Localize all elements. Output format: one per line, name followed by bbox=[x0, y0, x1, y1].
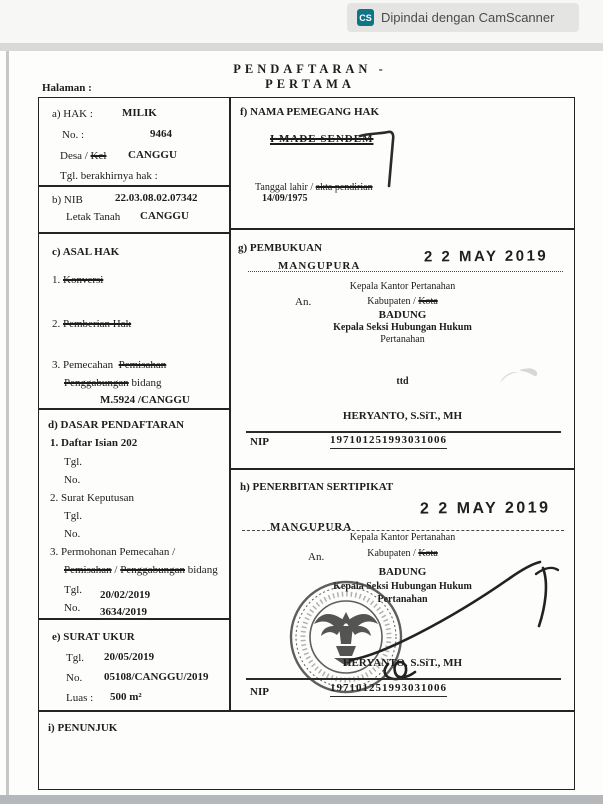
section-d-heading: d) DASAR PENDAFTARAN bbox=[48, 419, 185, 431]
h-nip-value: 197101251993031006 bbox=[330, 682, 447, 697]
nip-overline bbox=[246, 431, 561, 433]
section-a-heading: a) HAK : bbox=[52, 108, 93, 120]
asal-item-3-line1: 3. Pemecahan Pemisahan bbox=[52, 359, 167, 371]
desa-value: CANGGU bbox=[128, 149, 177, 161]
g-kabupaten: Kabupaten / Kota bbox=[367, 296, 438, 307]
letak-value: CANGGU bbox=[140, 210, 189, 222]
h-kabupaten: Kabupaten / Kota bbox=[367, 548, 438, 559]
g-office2: Kepala Seksi Hubungan Hukum bbox=[333, 322, 472, 333]
halaman-label: Halaman : bbox=[42, 82, 92, 94]
dasar-item-1: 1. Daftar Isian 202 bbox=[50, 437, 138, 449]
letak-label: Letak Tanah bbox=[66, 211, 121, 223]
su-tgl-label: Tgl. bbox=[66, 652, 85, 664]
g-regency: BADUNG bbox=[378, 309, 427, 321]
g-city: MANGUPURA bbox=[278, 260, 361, 272]
row-divider bbox=[38, 710, 575, 712]
asal-item-1: 1. Konversi bbox=[52, 274, 104, 286]
camscanner-label: Dipindai dengan CamScanner bbox=[381, 10, 555, 25]
birth-label: Tanggal lahir / akta pendirian bbox=[255, 182, 373, 193]
row-divider bbox=[38, 408, 230, 410]
nip-overline bbox=[246, 678, 561, 680]
h-city: MANGUPURA bbox=[270, 521, 353, 533]
divider bbox=[0, 43, 603, 51]
h-date-stamp: 2 2 MAY 2019 bbox=[419, 499, 551, 518]
desa-label: Desa / Kel bbox=[60, 150, 107, 162]
dasar-item-2: 2. Surat Keputusan bbox=[50, 492, 135, 504]
no-value-3: 3634/2019 bbox=[100, 606, 148, 618]
page-title: PENDAFTARAN - PERTAMA bbox=[233, 62, 387, 91]
tgl-label-3: Tgl. bbox=[64, 584, 83, 596]
section-h-heading: h) PENERBITAN SERTIPIKAT bbox=[240, 481, 394, 493]
g-ttd: ttd bbox=[396, 376, 409, 387]
row-divider bbox=[229, 468, 575, 470]
tgl-berakhir-label: Tgl. berakhirnya hak : bbox=[60, 170, 158, 182]
no-label-1: No. bbox=[64, 474, 81, 486]
holder-name: I MADE SENDEM bbox=[270, 133, 374, 145]
row-divider bbox=[229, 228, 575, 230]
su-luas-label: Luas : bbox=[66, 692, 94, 704]
scan-edge-left bbox=[6, 51, 9, 796]
nib-value: 22.03.08.02.07342 bbox=[115, 192, 198, 204]
no-label: No. : bbox=[62, 129, 84, 141]
tgl-value-3: 20/02/2019 bbox=[100, 589, 151, 601]
section-g-heading: g) PEMBUKUAN bbox=[238, 242, 323, 254]
h-office1: Kepala Kantor Pertanahan bbox=[349, 532, 456, 543]
h-signer-name: HERYANTO, S.SiT., MH bbox=[342, 657, 463, 669]
h-office2: Kepala Seksi Hubungan Hukum bbox=[333, 581, 472, 592]
row-divider bbox=[38, 185, 230, 187]
g-office3: Pertanahan bbox=[380, 334, 425, 345]
tgl-label-2: Tgl. bbox=[64, 510, 83, 522]
g-nip-label: NIP bbox=[250, 436, 269, 448]
su-luas-value: 500 m² bbox=[110, 691, 142, 703]
h-nip-label: NIP bbox=[250, 686, 269, 698]
no-label-3: No. bbox=[64, 602, 81, 614]
h-office3: Pertanahan bbox=[377, 594, 428, 605]
h-regency: BADUNG bbox=[378, 566, 427, 578]
asal-hak-value: M.5924 /CANGGU bbox=[100, 394, 190, 406]
section-i-heading: i) PENUNJUK bbox=[48, 722, 118, 734]
camscanner-icon: CS bbox=[357, 9, 374, 26]
g-nip-value: 197101251993031006 bbox=[330, 434, 447, 449]
su-tgl-value: 20/05/2019 bbox=[104, 651, 155, 663]
dasar-item-3-line2: Pemisahan / Penggabungan bidang bbox=[64, 564, 218, 576]
no-label-2: No. bbox=[64, 528, 81, 540]
asal-item-3-line2: Penggabungan bidang bbox=[64, 377, 162, 389]
hak-value: MILIK bbox=[122, 107, 157, 119]
section-c-heading: c) ASAL HAK bbox=[52, 246, 120, 258]
camscanner-badge bbox=[347, 3, 579, 32]
scan-edge-bottom bbox=[0, 795, 603, 804]
asal-item-2: 2. Pemberian Hak bbox=[52, 318, 132, 330]
su-no-value: 05108/CANGGU/2019 bbox=[104, 671, 209, 683]
bleed-through-mark: ⌒﹅ bbox=[498, 358, 545, 399]
h-an: An. bbox=[308, 551, 325, 563]
g-date-stamp: 2 2 MAY 2019 bbox=[423, 247, 549, 266]
section-e-heading: e) SURAT UKUR bbox=[52, 631, 135, 643]
no-value: 9464 bbox=[150, 128, 172, 140]
birth-value: 14/09/1975 bbox=[262, 193, 308, 204]
dasar-item-3-line1: 3. Permohonan Pemecahan / bbox=[50, 546, 176, 558]
tgl-label-1: Tgl. bbox=[64, 456, 83, 468]
g-office1: Kepala Kantor Pertanahan bbox=[349, 281, 456, 292]
g-an: An. bbox=[295, 296, 312, 308]
g-signer-name: HERYANTO, S.SiT., MH bbox=[342, 410, 463, 422]
desa-kel-struck: Kel bbox=[90, 150, 107, 162]
row-divider bbox=[38, 232, 230, 234]
section-f-heading: f) NAMA PEMEGANG HAK bbox=[240, 106, 380, 118]
su-no-label: No. bbox=[66, 672, 83, 684]
section-b-heading: b) NIB bbox=[52, 194, 83, 206]
